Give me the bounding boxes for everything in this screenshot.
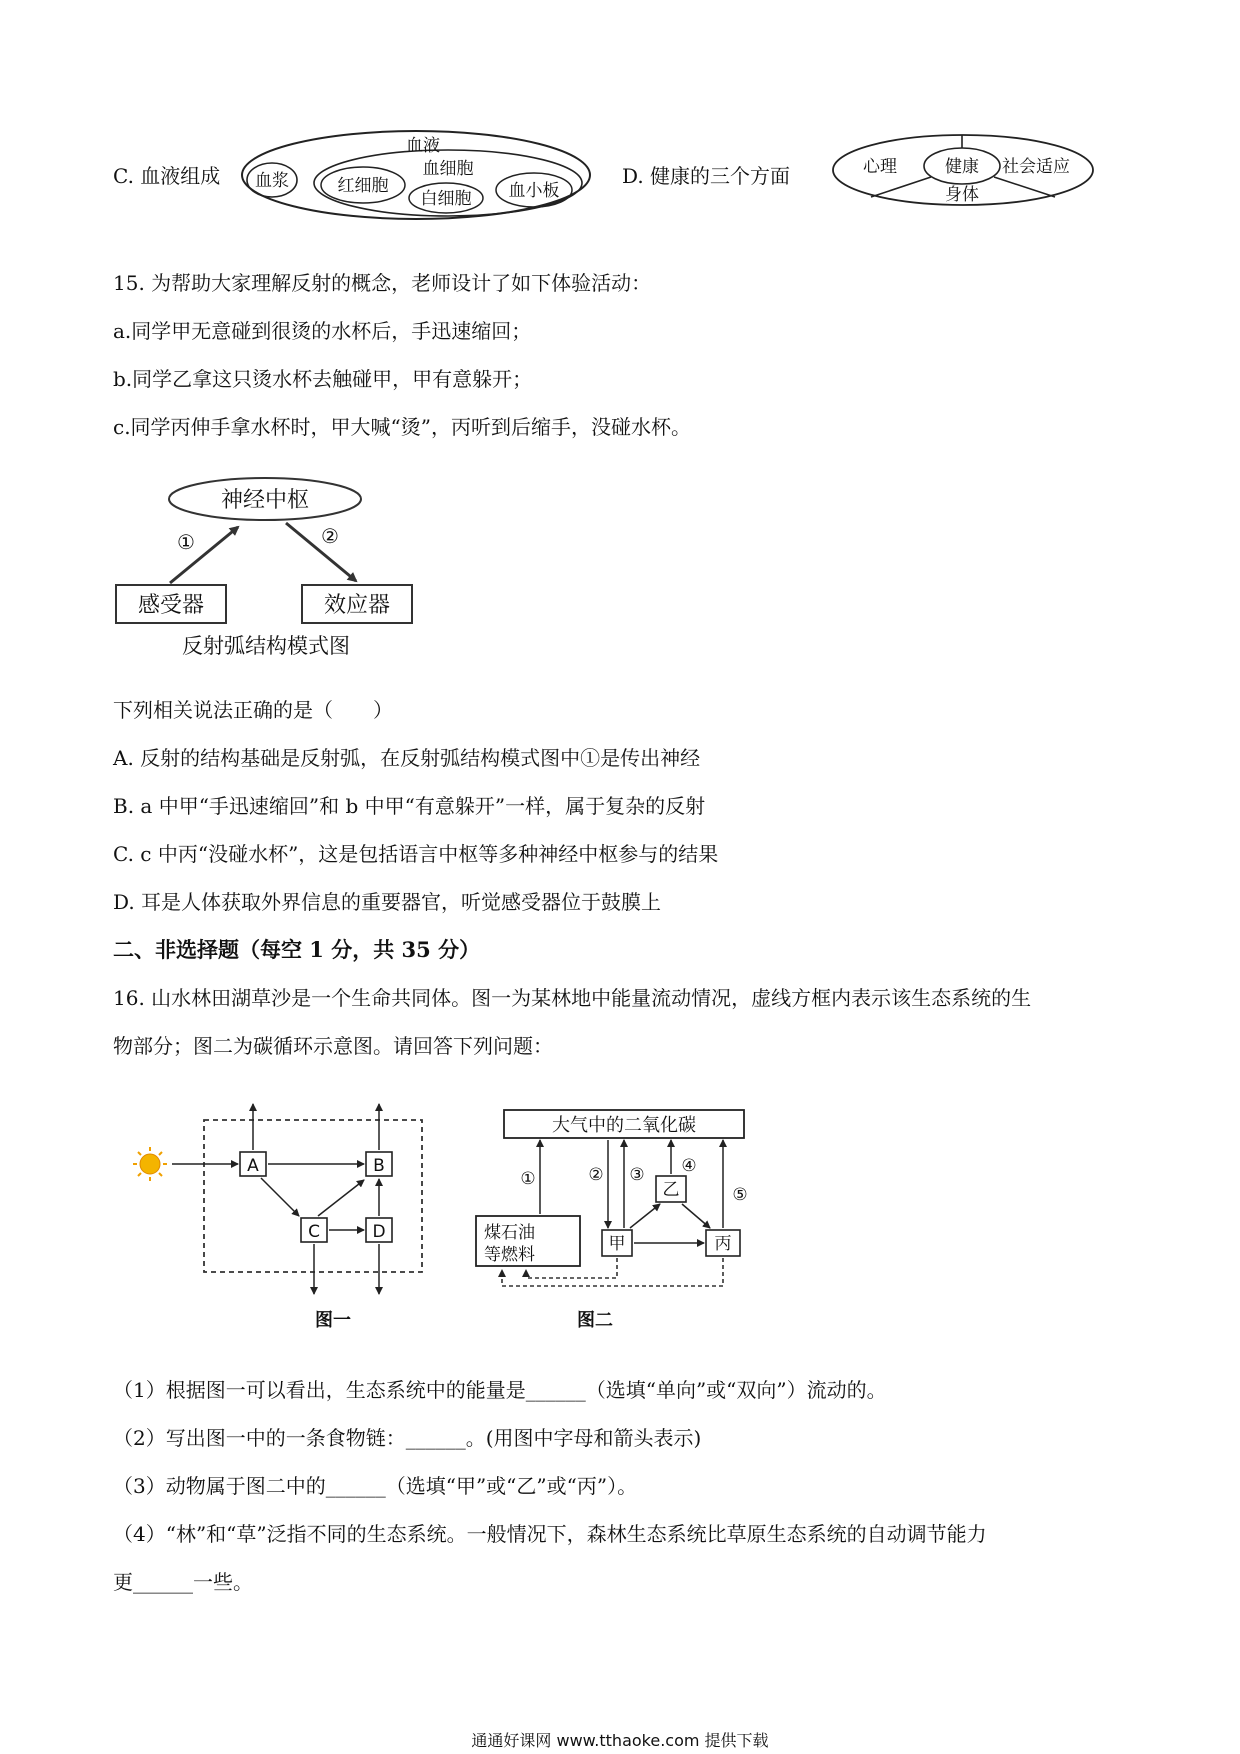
node-b: B <box>373 1156 385 1176</box>
red-cells-label: 红细胞 <box>337 176 389 196</box>
blood-label: 血液 <box>406 136 440 156</box>
reflex-arc-diagram <box>110 475 420 660</box>
q16-sub4-line1: （4）“林”和“草”泛指不同的生态系统。一般情况下，森林生态系统比草原生态系统的自动调节能力 <box>113 1522 987 1546</box>
producer-jia-label: 甲 <box>608 1234 626 1254</box>
q15-option-c: C. c 中丙“没碰水杯”，这是包括语言中枢等多种神经中枢参与的结果 <box>113 842 719 866</box>
social-adaptation-label: 社会适应 <box>1002 157 1070 177</box>
figure-2-caption: 图二 <box>577 1310 613 1331</box>
q15-activity-b: b.同学乙拿这只烫水杯去触碰甲，甲有意躲开； <box>113 367 533 391</box>
node-a: A <box>247 1156 259 1176</box>
psychology-label: 心理 <box>863 157 897 177</box>
q16-sub2: （2）写出图一中的一条食物链：______。(用图中字母和箭头表示) <box>113 1426 702 1450</box>
q16-sub1: （1）根据图一可以看出，生态系统中的能量是______（选填“单向”或“双向”）流动的。 <box>113 1378 887 1402</box>
q15-stem: 15. 为帮助大家理解反射的概念，老师设计了如下体验活动： <box>113 271 652 295</box>
q16-stem-line1: 16. 山水林田湖草沙是一个生命共同体。图一为某林地中能量流动情况，虚线方框内表示该生态系统的生 <box>113 986 1032 1010</box>
white-cells-label: 白细胞 <box>420 189 472 209</box>
platelet-label: 血小板 <box>508 181 560 201</box>
fuel-label-line2: 等燃料 <box>484 1245 535 1265</box>
receptor-label: 感受器 <box>137 593 205 618</box>
q15-option-d: D. 耳是人体获取外界信息的重要器官，听觉感受器位于鼓膜上 <box>113 890 662 914</box>
arrow-1-label: ① <box>177 530 195 554</box>
figure-1-caption: 图一 <box>315 1310 351 1331</box>
section2-title: 二、非选择题（每空 1 分，共 35 分） <box>113 937 481 962</box>
blood-cells-label: 血细胞 <box>422 159 474 179</box>
label-5: ⑤ <box>732 1185 748 1205</box>
label-2: ② <box>588 1165 604 1185</box>
atmosphere-co2-label: 大气中的二氧化碳 <box>552 1115 696 1136</box>
q15-option-b: B. a 中甲“手迅速缩回”和 b 中甲“有意躲开”一样，属于复杂的反射 <box>113 794 706 818</box>
label-1: ① <box>520 1169 536 1189</box>
q16-sub3: （3）动物属于图二中的______（选填“甲”或“乙”或“丙”）。 <box>113 1474 638 1498</box>
q15-activity-c: c.同学丙伸手拿水杯时，甲大喊“烫”，丙听到后缩手，没碰水杯。 <box>113 415 692 439</box>
reflex-arc-caption: 反射弧结构模式图 <box>182 634 350 658</box>
consumer-yi-label: 乙 <box>662 1180 680 1200</box>
q15-option-a: A. 反射的结构基础是反射弧，在反射弧结构模式图中①是传出神经 <box>113 746 701 770</box>
health-aspects-diagram <box>828 132 1098 208</box>
fuel-label-line1: 煤石油 <box>484 1223 535 1243</box>
q15-prompt: 下列相关说法正确的是（ ） <box>113 698 393 722</box>
effector-label: 效应器 <box>323 593 391 618</box>
node-d: D <box>372 1222 386 1242</box>
plasma-label: 血浆 <box>255 171 289 191</box>
energy-flow-figure <box>128 1098 438 1333</box>
q15-activity-a: a.同学甲无意碰到很烫的水杯后，手迅速缩回； <box>113 319 532 343</box>
sun-icon <box>133 1147 167 1181</box>
label-4: ④ <box>681 1156 697 1176</box>
option-d-label: D. 健康的三个方面 <box>622 164 791 188</box>
node-c: C <box>308 1222 320 1242</box>
nerve-center-label: 神经中枢 <box>220 488 310 513</box>
arrow-2-label: ② <box>321 524 339 548</box>
option-c-label: C. 血液组成 <box>113 164 221 188</box>
q16-sub4-line2: 更______一些。 <box>113 1570 253 1594</box>
page-footer: 通通好课网 www.tthaoke.com 提供下载 <box>471 1731 769 1750</box>
carbon-cycle-figure <box>470 1098 760 1333</box>
decomposer-bing-label: 丙 <box>714 1234 732 1254</box>
health-center-label: 健康 <box>945 157 979 177</box>
body-label: 身体 <box>945 185 979 205</box>
q16-stem-line2: 物部分；图二为碳循环示意图。请回答下列问题： <box>113 1034 553 1058</box>
blood-composition-diagram <box>238 128 596 222</box>
label-3: ③ <box>629 1165 645 1185</box>
